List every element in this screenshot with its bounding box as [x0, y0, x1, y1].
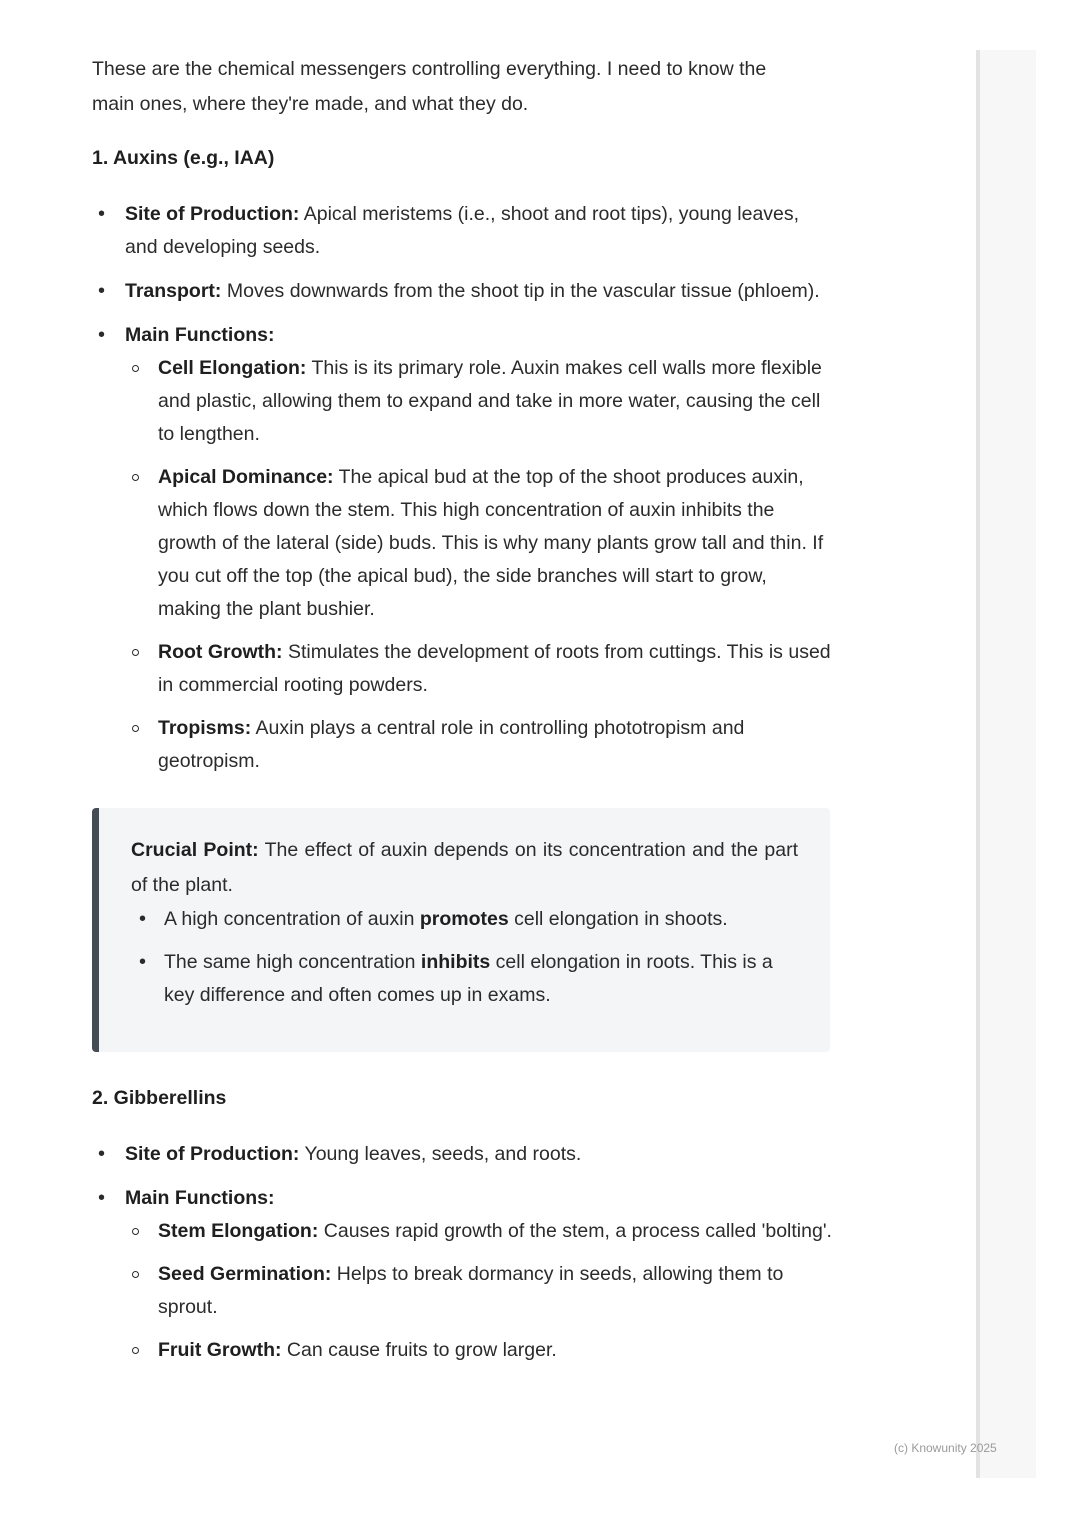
crucial-point-callout: [92, 808, 830, 1052]
function-text: Causes rapid growth of the stem, a process called 'bolting'.: [318, 1220, 832, 1242]
auxins-function-item: [125, 461, 832, 626]
auxins-functions-label: Main Functions:: [125, 324, 275, 346]
intro-line-1: These are the chemical messengers controlling everything. I need to know the: [92, 58, 767, 80]
function-label: Root Growth:: [158, 641, 283, 663]
auxins-transport-text: Moves downwards from the shoot tip in the vascular tissue (phloem).: [221, 280, 820, 302]
gibberellins-function-item: [125, 1258, 832, 1324]
function-label: Cell Elongation:: [158, 357, 307, 379]
callout-item-emphasis: inhibits: [420, 951, 491, 973]
callout-item-text: A high concentration of auxin: [164, 908, 420, 930]
gibberellins-site-item: [92, 1138, 832, 1171]
function-text: Auxin plays a central role in controlling phototropism and geotropism.: [158, 717, 745, 772]
function-label: Tropisms:: [158, 717, 252, 739]
callout-text: The effect of auxin depends on its concentration and the part of the plant.: [131, 839, 798, 896]
function-label: Fruit Growth:: [158, 1339, 282, 1361]
callout-item: [131, 903, 798, 936]
gibberellins-function-item: [125, 1215, 832, 1248]
auxins-function-item: [125, 352, 832, 451]
intro-line-2: main ones, where they're made, and what they do.: [92, 93, 529, 115]
gibberellins-functions-label: Main Functions:: [125, 1187, 275, 1209]
auxins-list: [92, 198, 832, 778]
auxins-functions-list: [125, 352, 832, 778]
auxins-site-item: [92, 198, 832, 264]
callout-label: Crucial Point:: [131, 839, 259, 861]
copyright-notice: (c) Knowunity 2025: [894, 1441, 997, 1455]
gibberellins-functions-item: [92, 1182, 832, 1367]
auxins-functions-item: [92, 319, 832, 778]
function-text: Stimulates the development of roots from cuttings. This is used in commercial rooting powders.: [158, 641, 831, 696]
function-text: This is its primary role. Auxin makes cell walls more flexible and plastic, allowing them to expand and take in more water, causing the cell to lengthen.: [158, 357, 822, 445]
gibberellins-heading: 2. Gibberellins: [92, 1087, 227, 1109]
auxins-transport-item: [92, 275, 832, 308]
callout-paragraph: [131, 833, 798, 903]
callout-list: [131, 903, 798, 1012]
callout-item-emphasis: promotes: [419, 908, 509, 930]
gibberellins-site-label: Site of Production:: [125, 1143, 300, 1165]
side-margin-panel: [976, 50, 1036, 1478]
function-text: Helps to break dormancy in seeds, allowing them to sprout.: [158, 1263, 784, 1318]
auxins-site-label: Site of Production:: [125, 203, 300, 225]
callout-item: [131, 946, 798, 1012]
auxins-site-text: Apical meristems (i.e., shoot and root tips), young leaves, and developing seeds.: [125, 203, 800, 258]
function-label: Seed Germination:: [158, 1263, 332, 1285]
callout-item-text: cell elongation in shoots.: [508, 908, 728, 930]
document-content: [92, 52, 832, 1367]
callout-item-text: The same high concentration: [164, 951, 421, 973]
gibberellins-list: [92, 1138, 832, 1367]
callout-item-text: cell elongation in roots. This is a key difference and often comes up in exams.: [164, 951, 773, 1006]
gibberellins-function-item: [125, 1334, 832, 1367]
auxins-transport-label: Transport:: [125, 280, 222, 302]
gibberellins-site-text: Young leaves, seeds, and roots.: [299, 1143, 582, 1165]
function-text: Can cause fruits to grow larger.: [281, 1339, 557, 1361]
function-text: The apical bud at the top of the shoot produces auxin, which flows down the stem. This high concentration of auxin inhibits the growth of the lateral (side) buds. This is why many plants grow tall and thin. If you cut off the top (the apical bud), the side branches will start to grow, making the plant bushier.: [158, 466, 824, 620]
auxins-heading: 1. Auxins (e.g., IAA): [92, 147, 275, 169]
gibberellins-functions-list: [125, 1215, 832, 1367]
function-label: Stem Elongation:: [158, 1220, 319, 1242]
auxins-function-item: [125, 712, 832, 778]
auxins-function-item: [125, 636, 832, 702]
function-label: Apical Dominance:: [158, 466, 334, 488]
intro-paragraph: [92, 52, 832, 122]
